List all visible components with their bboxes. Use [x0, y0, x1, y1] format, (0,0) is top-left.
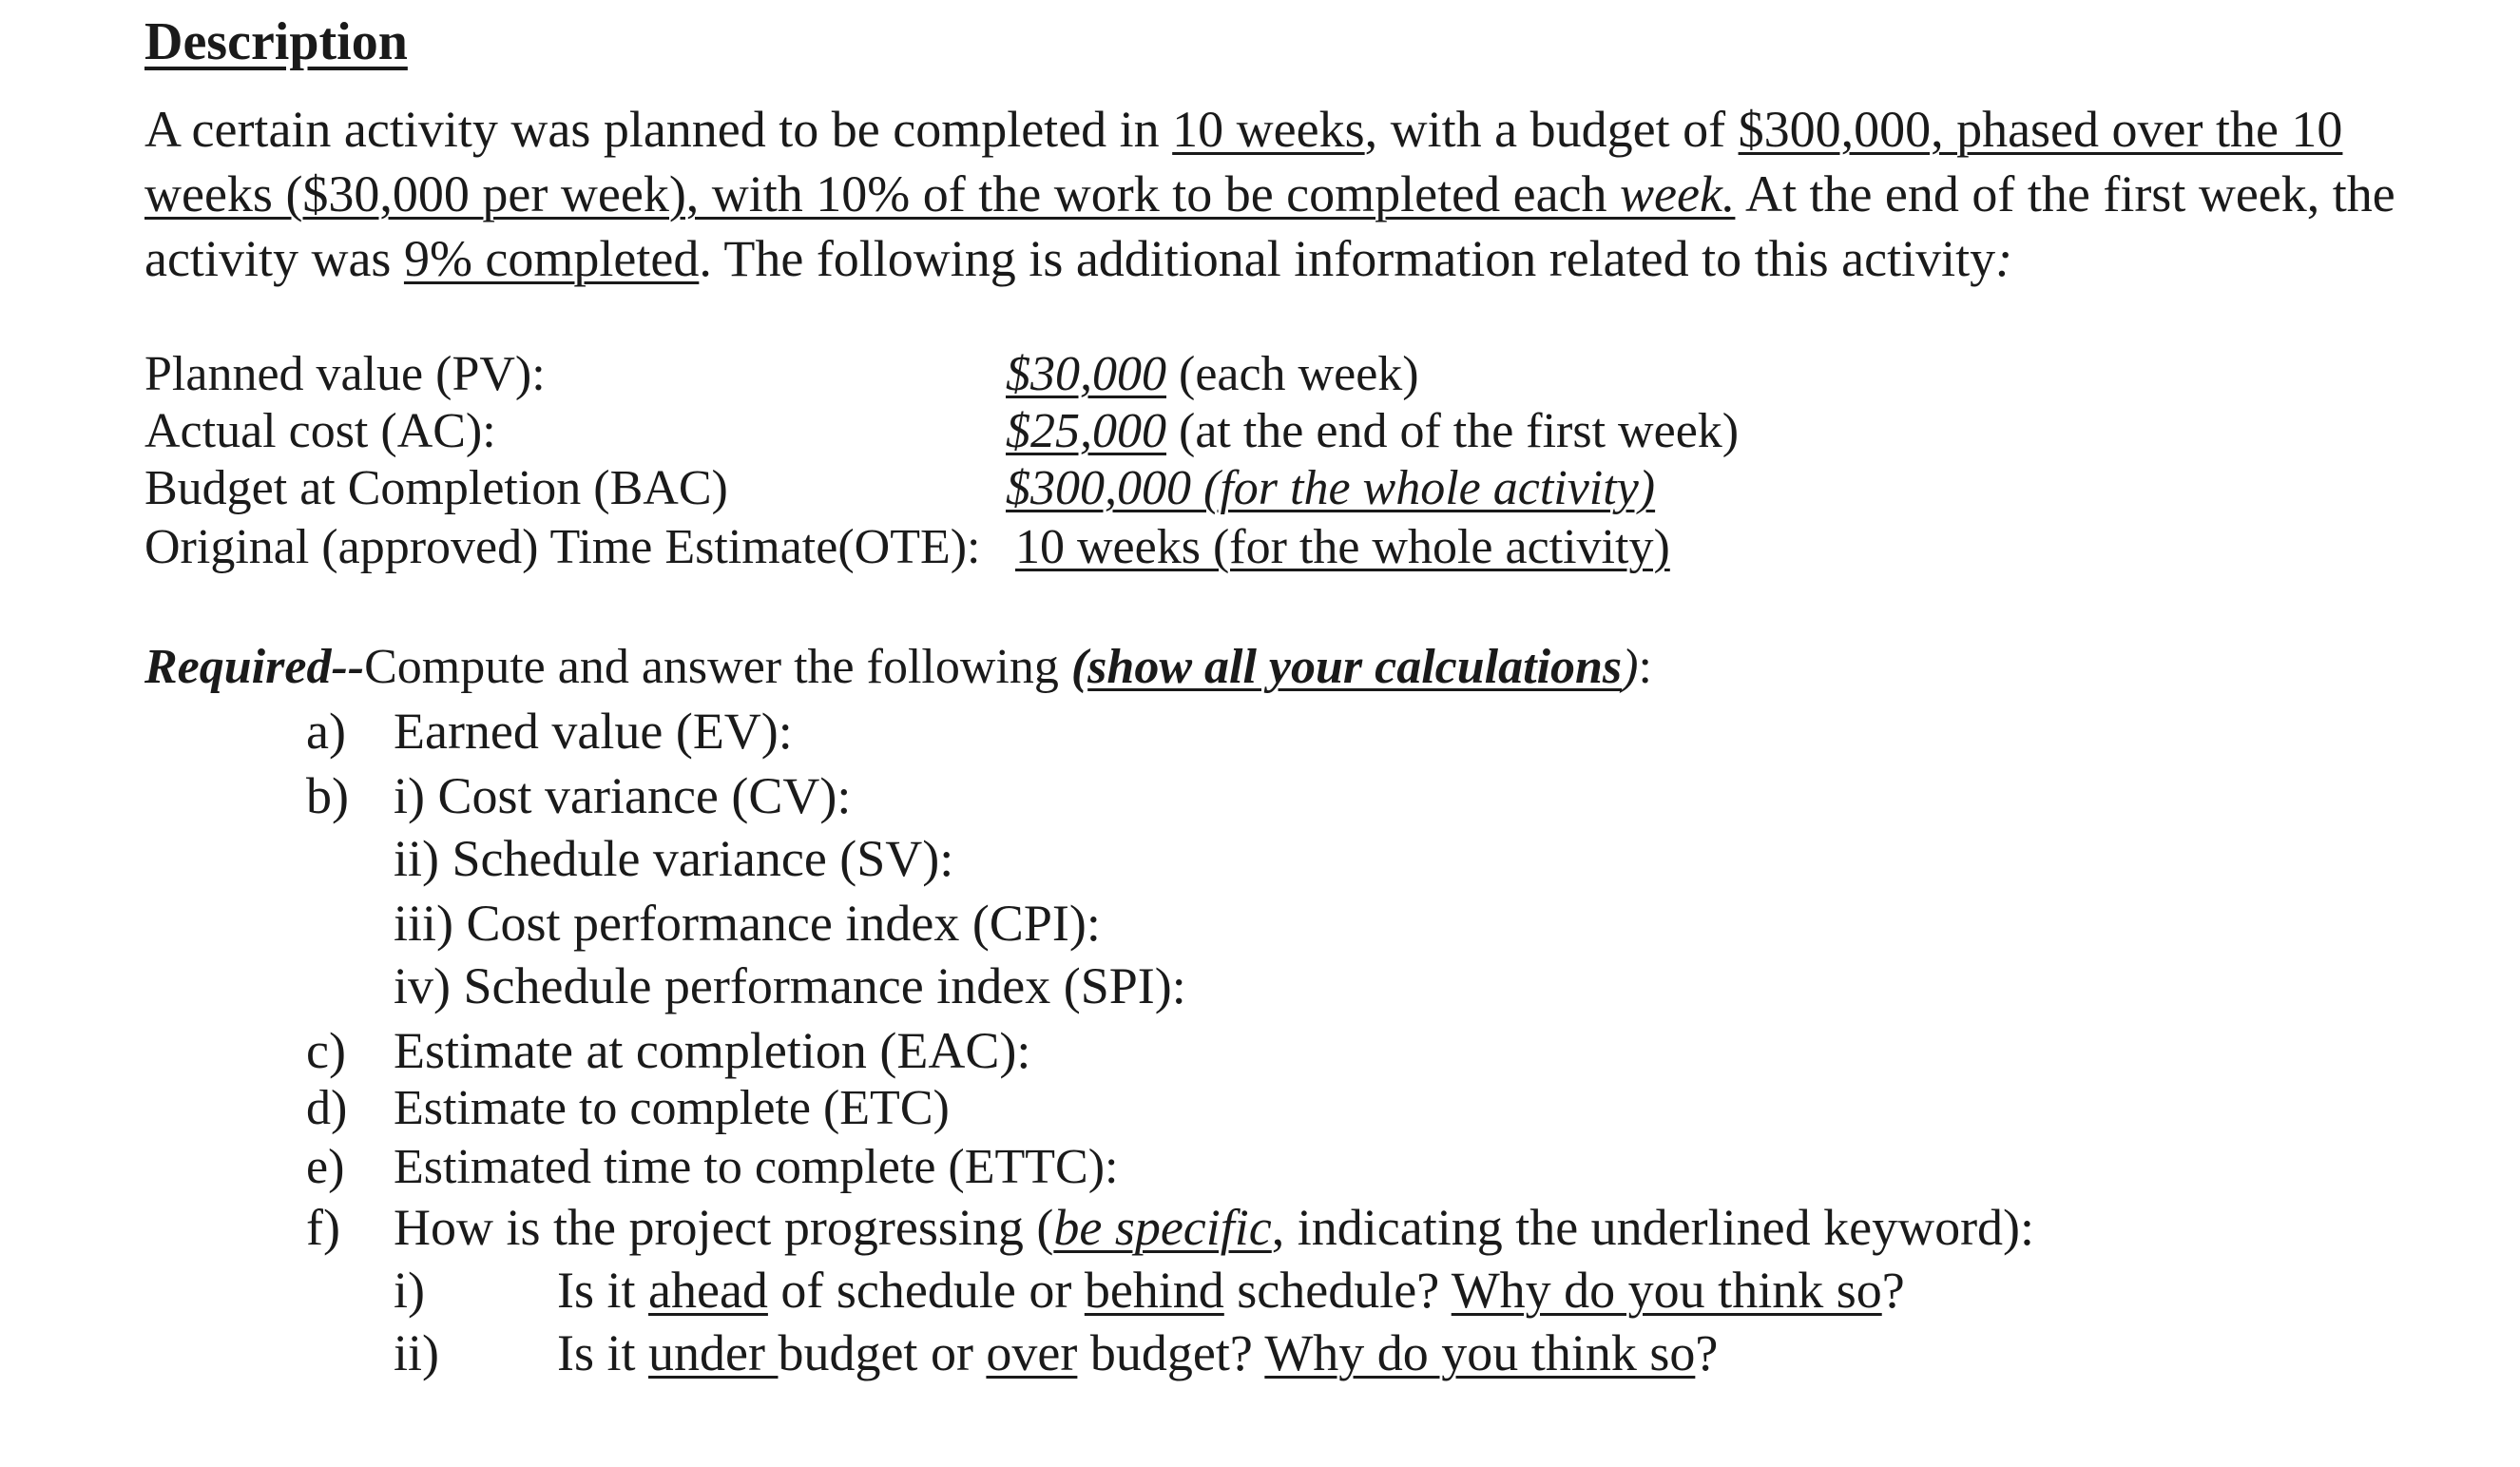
- page-title: Description: [144, 12, 408, 71]
- pv-label: Planned value (PV):: [144, 347, 546, 401]
- show-calculations: show all your calculations: [1087, 640, 1623, 694]
- percent-highlight: 9% completed: [403, 230, 700, 287]
- be-specific: be specific: [1053, 1199, 1272, 1256]
- keyword-over: over: [986, 1324, 1078, 1381]
- ote-value: 10 weeks (for the whole activity): [1015, 520, 1670, 574]
- question-b-iii: iii) Cost performance index (CPI):: [394, 895, 1101, 952]
- intro-paragraph: A certain activity was planned to be completed in 10 weeks, with a budget of $300,000, phased over the 10 weeks ($30,000 per week), with 10% of the work to be completed each week. At the end of the first week, the activity was 9% completed. The following is additional information related to this activity:: [144, 101, 2395, 287]
- question-b-ii: ii) Schedule variance (SV):: [394, 830, 954, 887]
- required-heading: Required--Compute and answer the following (show all your calculations):: [144, 640, 1652, 694]
- ac-value: $25,000 (at the end of the first week): [1006, 404, 1740, 458]
- ac-label: Actual cost (AC):: [144, 404, 496, 458]
- bac-label: Budget at Completion (BAC): [144, 461, 728, 515]
- ote-label: Original (approved) Time Estimate(OTE):: [144, 520, 981, 574]
- week-highlight: week.: [1620, 165, 1736, 222]
- question-b-iv: iv) Schedule performance index (SPI):: [394, 957, 1186, 1014]
- keyword-ahead: ahead: [648, 1262, 768, 1319]
- keyword-under: under: [648, 1324, 779, 1381]
- keyword-behind: behind: [1084, 1262, 1224, 1319]
- weeks-highlight: 10 weeks: [1172, 101, 1365, 158]
- bac-value: $300,000 (for the whole activity): [1006, 461, 1656, 515]
- pv-value: $30,000 (each week): [1006, 347, 1419, 401]
- budget-highlight: $300,000, phased over the 10 weeks ($30,000 per week), with 10% of the work to be completed each: [144, 101, 2343, 222]
